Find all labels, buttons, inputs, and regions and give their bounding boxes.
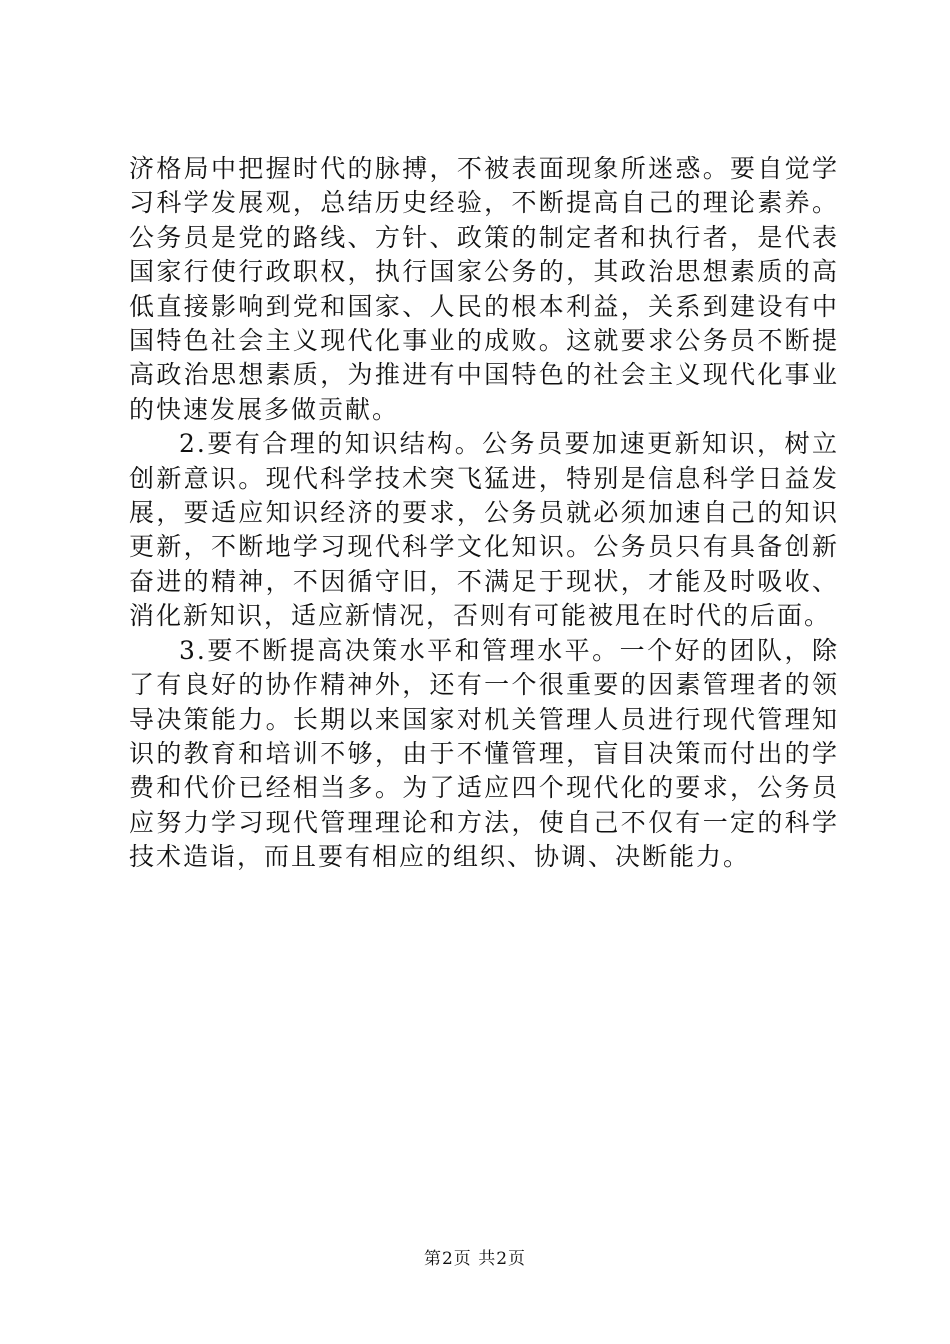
paragraph-knowledge-structure: 2.要有合理的知识结构。公务员要加速更新知识，树立创新意识。现代科学技术突飞猛进，特别是信息科学日益发展，要适应知识经济的要求，公务员就必须加速自己的知识更新，不断地学习现代科学文化知识。公务员只有具备创新奋进的精神，不因循守旧，不满足于现状，才能及时吸收、消化新知识，适应新情况，否则有可能被甩在时代的后面。 xyxy=(129,429,839,631)
paragraph-continued: 济格局中把握时代的脉搏，不被表面现象所迷惑。要自觉学习科学发展观，总结历史经验，不断提高自己的理论素养。公务员是党的路线、方针、政策的制定者和执行者，是代表国家行使行政职权，执行国家公务的，其政治思想素质的高低直接影响到党和国家、人民的根本利益，关系到建设有中国特色社会主义现代化事业的成败。这就要求公务员不断提高政治思想素质，为推进有中国特色的社会主义现代化事业的快速发展多做贡献。 xyxy=(129,154,839,424)
paragraph-decision-management: 3.要不断提高决策水平和管理水平。一个好的团队，除了有良好的协作精神外，还有一个很重要的因素管理者的领导决策能力。长期以来国家对机关管理人员进行现代管理知识的教育和培训不够，由于不懂管理，盲目决策而付出的学费和代价已经相当多。为了适应四个现代化的要求，公务员应努力学习现代管理理论和方法，使自己不仅有一定的科学技术造诣，而且要有相应的组织、协调、决断能力。 xyxy=(129,635,839,872)
document-body xyxy=(129,152,839,875)
page-footer: 第2页 共2页 xyxy=(423,1249,527,1269)
